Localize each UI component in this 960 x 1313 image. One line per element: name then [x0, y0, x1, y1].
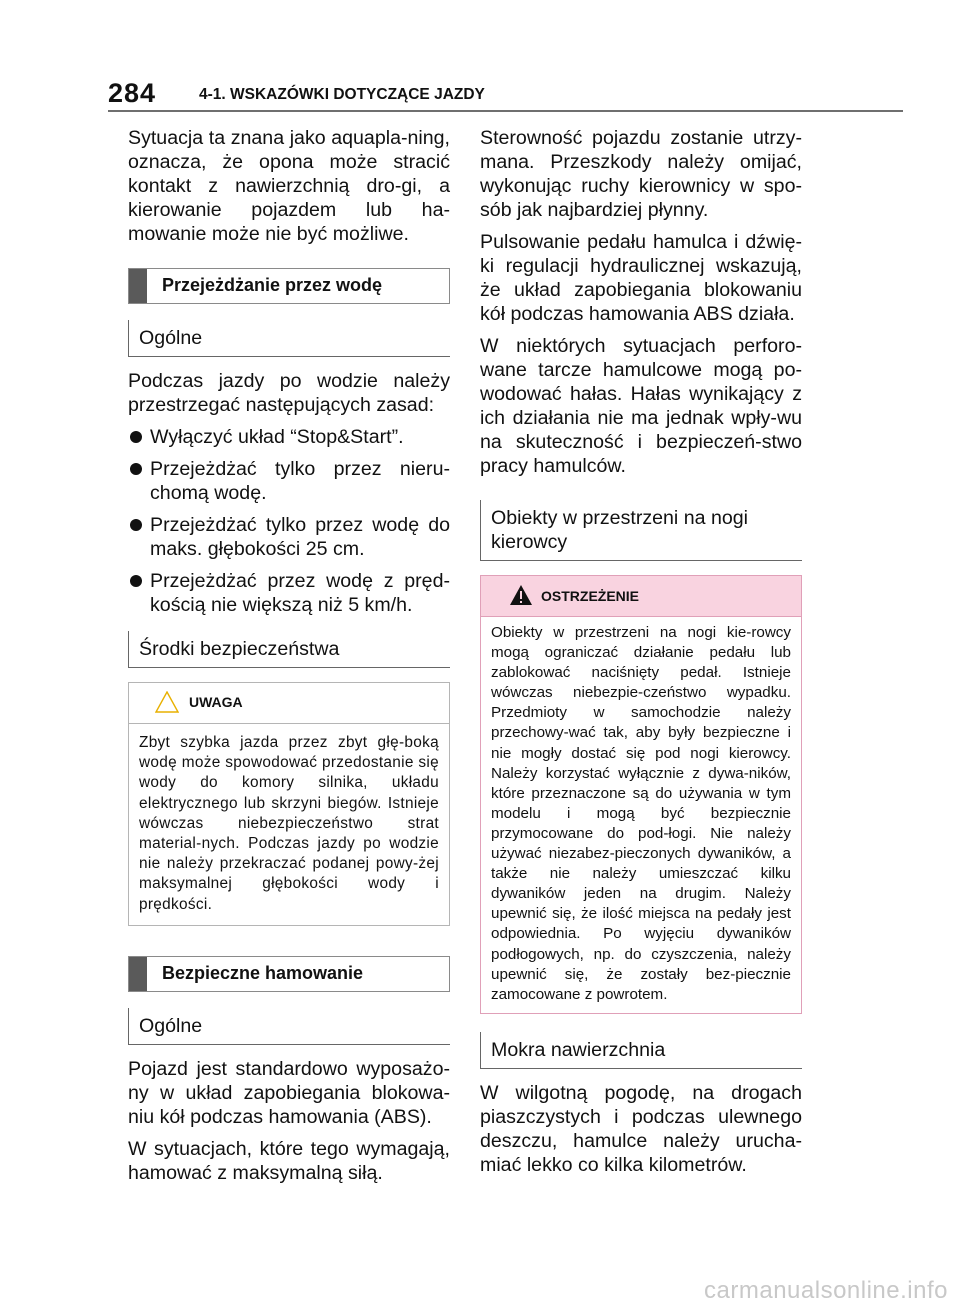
page-header — [108, 78, 903, 116]
list-item-text: Przejeżdżać tylko przez nieru-chomą wodę. — [150, 458, 450, 504]
warning-box — [480, 575, 802, 1014]
warning-label: OSTRZEŻENIE — [541, 588, 640, 604]
section-heading-braking — [128, 956, 450, 992]
section-title: Bezpieczne hamowanie — [162, 962, 364, 983]
list-item-text: Wyłączyć układ “Stop&Start”. — [150, 426, 404, 448]
rules-intro: Podczas jazdy po wodzie należy przestrzegać następujących zasad: — [128, 370, 450, 416]
warning-header — [481, 576, 801, 616]
abs-paragraph-1: Pojazd jest standardowo wyposażo-ny w układ zapobiegania blokowa-niu kół podczas hamowania (ABS). — [128, 1057, 450, 1128]
notice-text: Zbyt szybka jazda przez zbyt głę-boką wodę może spowodować przedostanie się wody do komory silnika, układu elektrycznego lub skrzyni biegów. Istnieje wówczas niebezpieczeństwo strat material-nych. Podczas jazdy po wodzie nie należy przekraczać podanej powy-żej maksymalnej głębokości wody i prędkości. — [139, 734, 439, 913]
paragraph-pulsing: Pulsowanie pedału hamulca i dźwię-ki regulacji hydraulicznej wskazują, że układ zapobiegania blokowaniu kół podczas hamowania ABS działa. — [480, 231, 802, 325]
subheading-safety: Środki bezpieczeństwa — [128, 631, 450, 668]
paragraph-discs: W niektórych sytuacjach perforo-wane tarcze hamulcowe mogą po-wodować hałas. Hałas wynikający z ich działania nie ma jednak wpły-wu na skuteczność i bezpieczeń-stwo pracy hamulców. — [480, 335, 802, 477]
section-title: Przejeżdżanie przez wodę — [162, 275, 383, 295]
section-tab-marker — [129, 957, 147, 991]
bullet-icon — [130, 463, 142, 475]
rules-list — [128, 425, 450, 617]
list-item-text: Przejeżdżać przez wodę z pręd-kością nie większą niż 5 km/h. — [150, 570, 450, 616]
section-heading-water — [128, 268, 450, 304]
right-column — [480, 126, 802, 1177]
list-item-text: Przejeżdżać tylko przez wodę do maks. głębokości 25 cm. — [150, 514, 450, 560]
left-column — [128, 126, 450, 1185]
caution-triangle-icon — [155, 691, 179, 713]
subheading-general-2: Ogólne — [128, 1008, 450, 1045]
chapter-title: 4-1. WSKAZÓWKI DOTYCZĄCE JAZDY — [199, 86, 485, 103]
subheading-footwell: Obiekty w przestrzeni na nogi kierowcy — [480, 500, 802, 561]
notice-box — [128, 682, 450, 926]
bullet-icon — [130, 431, 142, 443]
warning-triangle-icon — [509, 584, 533, 606]
list-item — [128, 457, 450, 505]
page-number: 284 — [108, 78, 157, 108]
list-item — [128, 513, 450, 561]
abs-paragraph-2: W sytuacjach, które tego wymagają, hamować z maksymalną siłą. — [128, 1137, 450, 1184]
paragraph-wet: W wilgotną pogodę, na drogach piaszczystych i podczas ulewnego deszczu, hamulce należy urucha-miać lekko co kilka kilometrów. — [480, 1081, 802, 1176]
intro-paragraph: Sytuacja ta znana jako aquapla-ning, oznacza, że opona może stracić kontakt z nawierzchnią dro-gi, a kierowanie pojazdem lub ha-mowanie może nie być możliwe. — [128, 127, 450, 245]
warning-text: Obiekty w przestrzeni na nogi kie-rowcy mogą ograniczać działanie pedału lub zablokować naciśnięty pedał. Istnieje wówczas niebezpie-czeństwo wypadku. Przedmioty w samochodzie należy przechowy-wać tak, aby były bezpieczne i nie mogły dostać się pod nogi kierowcy. Należy korzystać wyłącznie z dywa-ników, które przeznaczone są do używania w tym modelu i mogą być bezpiecznie przymocowane do pod-łogi. Nie należy używać niezabez-pieczonych dywaników, a także nie należy umieszczać kilku dywaników jeden na drugim. Należy upewnić się, że ilość miejsca na pedały jest odpowiednia. Po wyjęciu dywaników podłogowych, np. do czyszczenia, należy upewnić się, że zostały bez-piecznie zamocowane z powrotem. — [481, 616, 801, 1013]
list-item — [128, 425, 450, 449]
section-tab-marker — [129, 269, 147, 303]
notice-label: UWAGA — [189, 694, 243, 710]
subheading-general: Ogólne — [128, 320, 450, 357]
header-rule — [108, 110, 903, 112]
subheading-wet-surface: Mokra nawierzchnia — [480, 1032, 802, 1069]
paragraph-steering: Sterowność pojazdu zostanie utrzy-mana. Przeszkody należy omijać, wykonując ruchy kierownicy w spo-sób jak najbardziej płynny. — [480, 127, 802, 221]
watermark: carmanualsonline.info — [704, 1277, 948, 1304]
bullet-icon — [130, 519, 142, 531]
list-item — [128, 569, 450, 617]
bullet-icon — [130, 575, 142, 587]
notice-header — [129, 683, 449, 724]
